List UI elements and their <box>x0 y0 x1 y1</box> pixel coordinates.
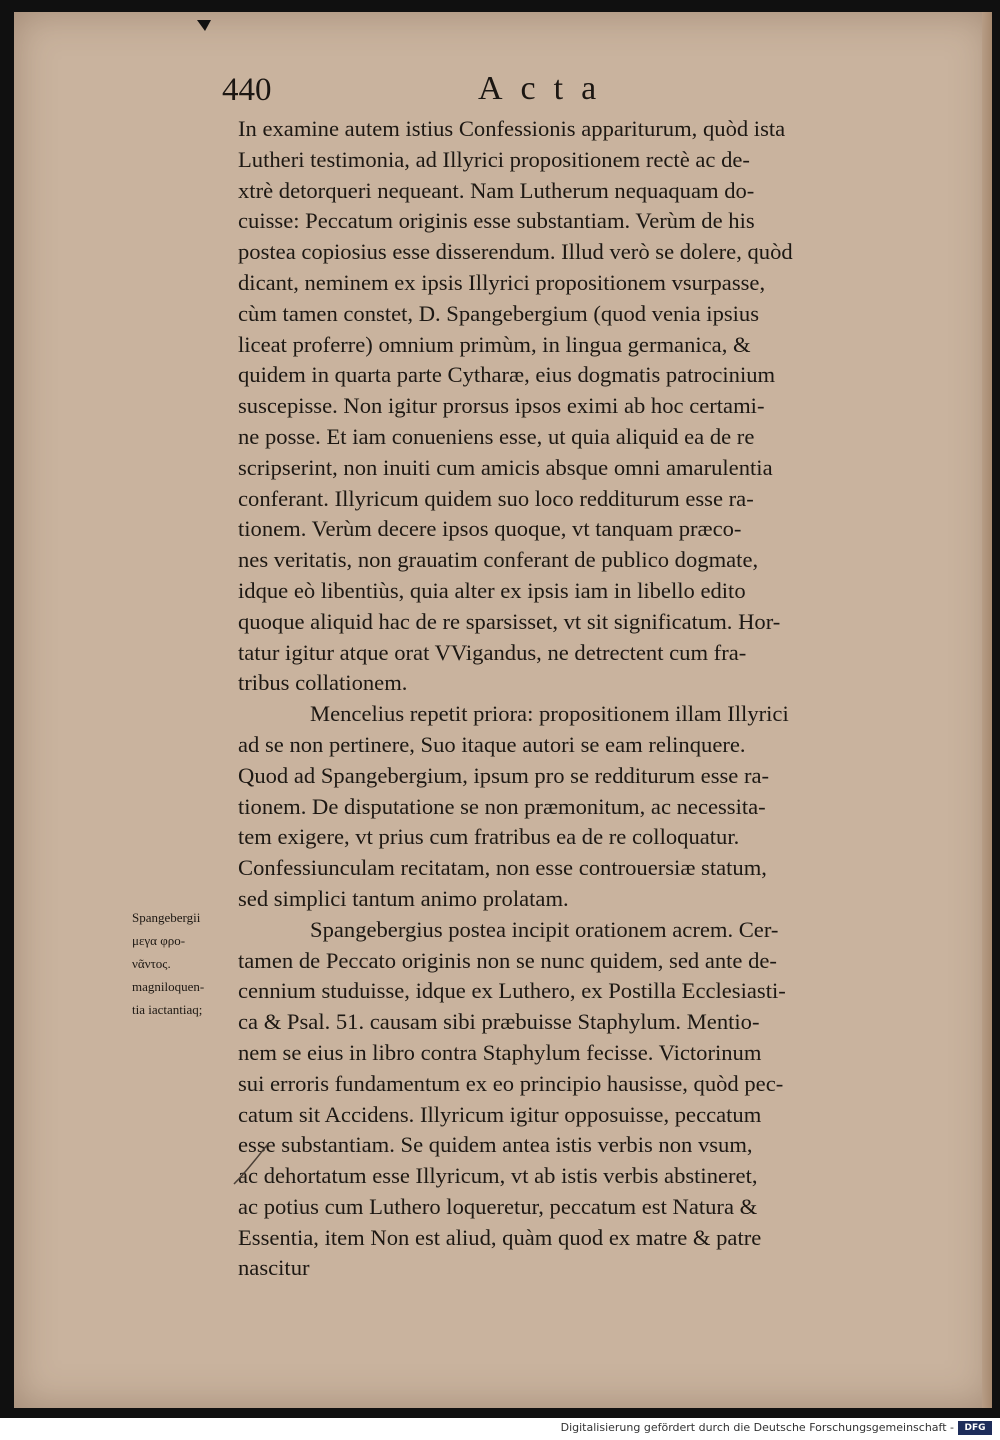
text-line: tem exigere, vt prius cum fratribus ea de re colloquatur. <box>238 824 740 850</box>
text-line: quidem in quarta parte Cytharæ, eius dogmatis patrocinium <box>238 362 776 388</box>
marginal-note-line: νᾶντος. <box>132 956 171 971</box>
paragraph <box>238 915 966 1285</box>
funding-credit: Digitalisierung gefördert durch die Deutsche Forschungsgemeinschaft - <box>560 1421 954 1434</box>
text-line: ad se non pertinere, Suo itaque autori se eam relinquere. <box>238 731 746 757</box>
text-line: dicant, neminem ex ipsis Illyrici propositionem vsurpasse, <box>238 269 766 295</box>
text-line: cuisse: Peccatum originis esse substantiam. Verùm de his <box>238 208 755 234</box>
text-line: ac potius cum Luthero loqueretur, peccatum est Natura & <box>238 1193 758 1219</box>
text-line: Mencelius repetit priora: propositionem illam Illyrici <box>310 701 789 727</box>
text-line: nes veritatis, non grauatim conferant de publico dogmate, <box>238 547 759 573</box>
text-line: quoque aliquid hac de re sparsisset, vt sit significatum. Hor- <box>238 608 781 634</box>
paragraph <box>238 114 966 699</box>
text-line: xtrè detorqueri nequeant. Nam Lutherum nequaquam do- <box>238 177 755 203</box>
body-text <box>238 114 966 1284</box>
text-line: cennium studuisse, idque ex Luthero, ex Postilla Ecclesiasti- <box>238 978 786 1004</box>
text-line: In examine autem istius Confessionis appariturum, quòd ista <box>238 116 786 141</box>
text-line: catum sit Accidens. Illyricum igitur opposuisse, peccatum <box>238 1101 762 1127</box>
text-line: suscepisse. Non igitur prorsus ipsos eximi ab hoc certami- <box>238 393 765 419</box>
marginal-note-line: μεγα φρο- <box>132 933 186 948</box>
text-line: ne posse. Et iam conueniens esse, ut quia aliquid ea de re <box>238 423 755 449</box>
text-line: nem se eius in libro contra Staphylum fecisse. Victorinum <box>238 1039 762 1065</box>
text-line: ca & Psal. 51. causam sibi præbuisse Staphylum. Mentio- <box>238 1009 760 1035</box>
text-line: scripserint, non inuiti cum amicis absque omni amarulentia <box>238 454 773 480</box>
text-line: Quod ad Spangebergium, ipsum pro se redditurum esse ra- <box>238 762 770 788</box>
marginal-note-line: magniloquen- <box>132 979 205 994</box>
text-line: esse substantiam. Se quidem antea istis verbis non vsum, <box>238 1132 753 1158</box>
text-line: idque eò libentiùs, quia alter ex ipsis iam in libello edito <box>238 577 746 603</box>
running-title: Acta <box>478 70 615 107</box>
text-line: tribus collationem. <box>238 670 408 696</box>
text-line: tionem. De disputatione se non præmonitum, ac necessita- <box>238 793 766 819</box>
text-line: Spangebergius postea incipit orationem acrem. Cer- <box>310 916 779 942</box>
page-number: 440 <box>222 72 272 108</box>
marginal-note-line: tia iactantiaq; <box>132 1002 203 1017</box>
text-line: ac dehortatum esse Illyricum, vt ab istis verbis abstineret, <box>238 1163 758 1189</box>
text-line: tamen de Peccato originis non se nunc quidem, sed ante de- <box>238 947 777 973</box>
dfg-logo: DFG <box>958 1421 992 1435</box>
text-line: Essentia, item Non est aliud, quàm quod ex matre & patre <box>238 1224 762 1250</box>
text-line: sed simplici tantum animo prolatam. <box>238 885 569 911</box>
marginal-note-line: Spangebergii <box>132 910 201 925</box>
text-line: nascitur <box>238 1255 310 1281</box>
text-line: liceat proferre) omnium primùm, in lingua germanica, & <box>238 331 751 357</box>
text-line: postea copiosius esse disserendum. Illud verò se dolere, quòd <box>238 239 793 265</box>
text-line: Lutheri testimonia, ad Illyrici propositionem rectè ac de- <box>238 146 750 172</box>
text-line: Confessiunculam recitatam, non esse controuersiæ statum, <box>238 855 767 881</box>
text-line: conferant. Illyricum quidem suo loco redditurum esse ra- <box>238 485 754 511</box>
pen-stroke-mark <box>230 1140 270 1190</box>
marginal-note <box>132 906 257 1021</box>
ink-mark-icon <box>196 18 212 32</box>
page-edge <box>982 12 992 1408</box>
paragraph <box>238 699 966 915</box>
text-line: sui erroris fundamentum ex eo principio hausisse, quòd pec- <box>238 1070 784 1096</box>
text-line: tatur igitur atque orat VVigandus, ne detrectent cum fra- <box>238 639 747 665</box>
text-line: cùm tamen constet, D. Spangebergium (quod venia ipsius <box>238 300 760 326</box>
text-line: tionem. Verùm decere ipsos quoque, vt tanquam præco- <box>238 516 742 542</box>
